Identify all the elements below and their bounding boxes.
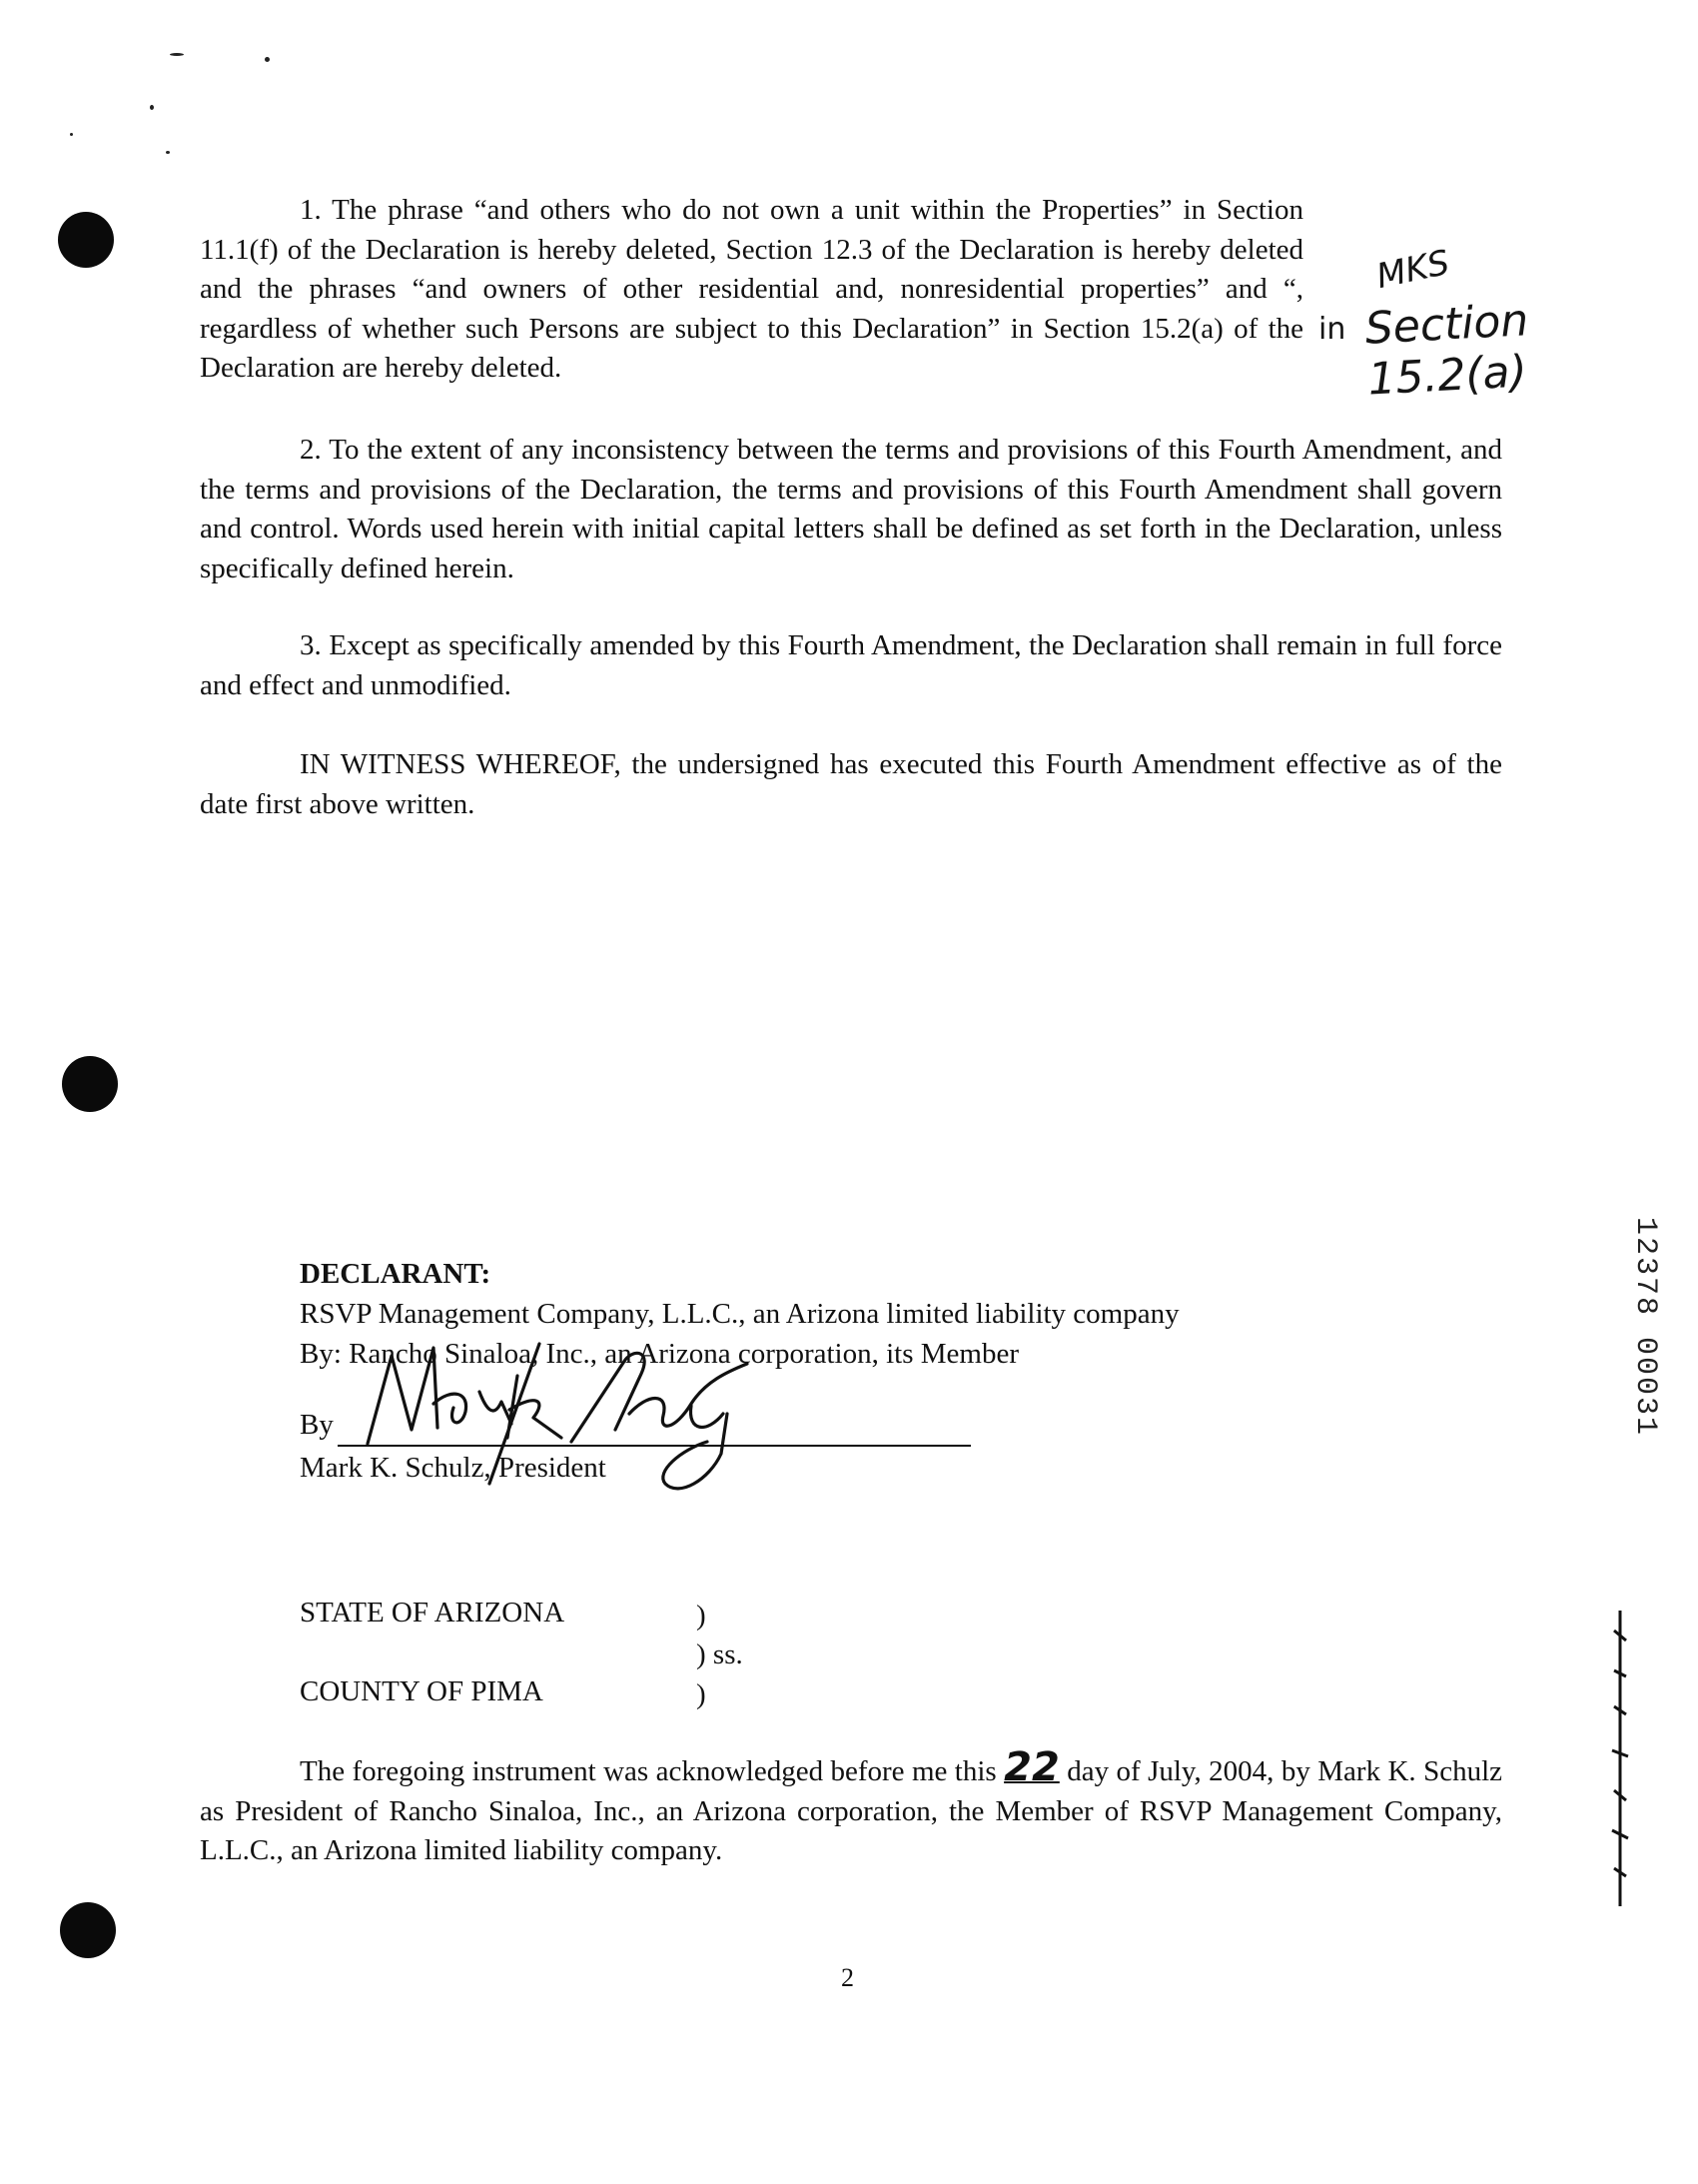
paragraph-2: 2. To the extent of any inconsistency between the terms and provisions of this Fourth Amendment, and the terms and provisions of the Declaration, the terms and provisions of this Fourth Amendment shall govern and control. Words used herein with initial capital letters shall be defined as set forth in the Declaration, unless specifically defined herein. — [200, 434, 1502, 584]
declarant-company: RSVP Management Company, L.L.C., an Arizona limited liability company — [300, 1298, 1180, 1330]
paragraph-3: 3. Except as specifically amended by this Fourth Amendment, the Declaration shall remain in full force and effect and unmodified. — [200, 629, 1502, 701]
punch-hole-bottom — [60, 1902, 116, 1958]
scan-speck — [150, 105, 154, 110]
venue-paren-1: ) — [696, 1600, 706, 1632]
page-number: 2 — [841, 1963, 854, 1992]
venue-state: STATE OF ARIZONA — [300, 1597, 565, 1629]
venue-paren-3: ) — [696, 1678, 706, 1710]
scan-speck — [70, 133, 73, 136]
paragraph-1: 1. The phrase “and others who do not own a unit within the Properties” in Section 11.1(f) of the Declaration is hereby deleted, Section 12.3 of the Declaration is hereby deleted and the phrases “and owners of other residential and, nonresidential properties” and “, regardless of whether such Persons are subject to this Declaration” in Section 15.2(a) of the Declaration are hereby deleted. — [200, 194, 1303, 384]
signature-by-label: By — [300, 1409, 334, 1441]
punch-hole-top — [58, 212, 114, 268]
scan-speck — [170, 53, 184, 56]
punch-hole-middle — [62, 1056, 118, 1112]
edge-stamp-mark — [1602, 1611, 1638, 1910]
paragraph-4: IN WITNESS WHEREOF, the undersigned has executed this Fourth Amendment effective as of the date first above written. — [200, 748, 1502, 820]
acknowledgment-paragraph — [200, 1744, 1503, 1871]
recording-number — [1628, 1217, 1662, 1438]
venue-ss: ) ss. — [696, 1638, 743, 1670]
signer-name-title: Mark K. Schulz, President — [300, 1452, 606, 1484]
declarant-heading: DECLARANT: — [300, 1258, 491, 1290]
declarant-by-line: By: Rancho Sinaloa, Inc., an Arizona corporation, its Member — [300, 1338, 1019, 1370]
acknowledgment-day-handwritten: 22 — [1004, 1744, 1060, 1790]
acknowledgment-text-before: The foregoing instrument was acknowledged before me this — [300, 1755, 997, 1787]
handwritten-initials: MKS — [1372, 242, 1453, 298]
handwritten-section-insert: Section 15.2(a) — [1363, 295, 1530, 406]
handwritten-insert-word: in — [1318, 312, 1346, 347]
recording-number-text: 12378 00031 — [1628, 1217, 1662, 1438]
scan-speck — [265, 57, 270, 62]
venue-county: COUNTY OF PIMA — [300, 1675, 543, 1707]
acknowledgment-text-after: day of July, 2004, by Mark K. Schulz as President of Rancho Sinaloa, Inc., an Arizona corporation, the Member of RSVP Management Company, L.L.C., an Arizona limited liability company. — [200, 1755, 1503, 1866]
scan-speck — [166, 151, 170, 154]
